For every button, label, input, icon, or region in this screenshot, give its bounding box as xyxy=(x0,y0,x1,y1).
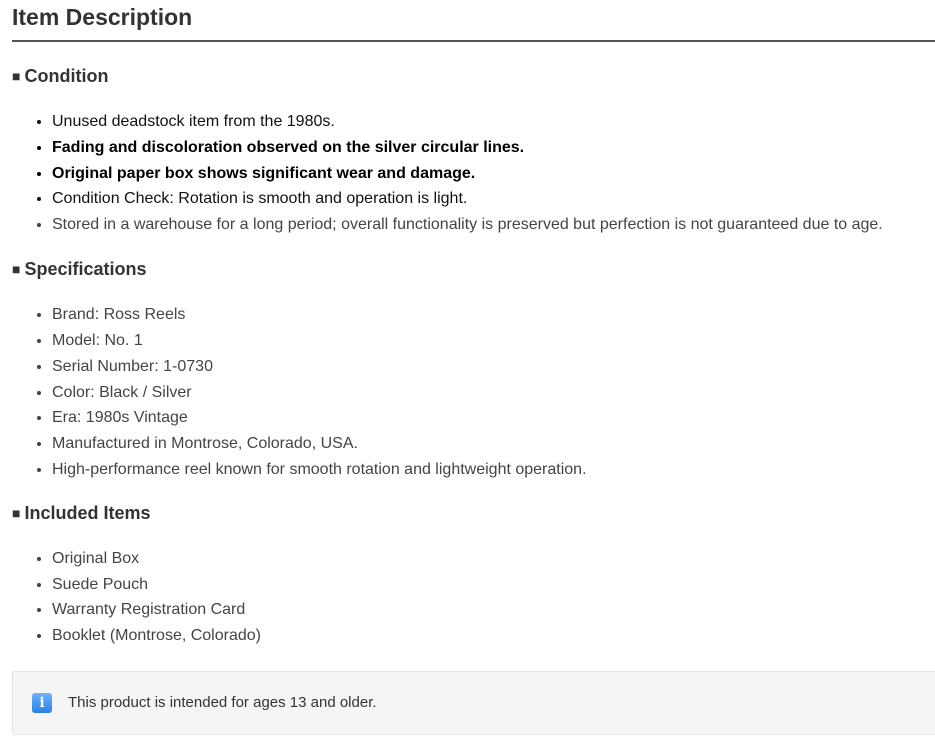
section-marker: ■ xyxy=(12,68,21,84)
section-marker: ■ xyxy=(12,261,21,278)
page-title: Item Description xyxy=(12,0,935,42)
list-item: • Suede Pouch xyxy=(52,575,935,594)
list-item: • Serial Number: 1-0730 xyxy=(52,357,935,376)
section-heading-condition xyxy=(12,65,935,87)
item-description-page xyxy=(12,0,935,711)
list-item: • Manufactured in Montrose, Colorado, USA. xyxy=(52,434,935,453)
list-item: • Original Box xyxy=(52,549,935,568)
list-item: • Original paper box shows significant wear and damage. xyxy=(52,164,935,183)
age-notice-text: This product is intended for ages 13 and older. xyxy=(68,694,377,711)
list-item: • Fading and discoloration observed on the silver circular lines. xyxy=(52,138,935,157)
specifications-list xyxy=(12,305,935,479)
section-marker: ■ xyxy=(12,504,21,521)
section-heading-specifications xyxy=(12,258,935,280)
list-item: • Brand: Ross Reels xyxy=(52,305,935,324)
age-notice-box xyxy=(12,671,935,735)
section-heading-label: Specifications xyxy=(24,259,147,280)
list-item: • Model: No. 1 xyxy=(52,331,935,350)
section-heading-label: Included Items xyxy=(24,502,151,523)
section-heading-label: Condition xyxy=(24,66,109,86)
list-item: • Era: 1980s Vintage xyxy=(52,408,935,427)
list-item: • Color: Black / Silver xyxy=(52,383,935,402)
list-item: • Warranty Registration Card xyxy=(52,600,935,619)
info-icon: i xyxy=(32,693,52,713)
condition-list xyxy=(12,112,935,234)
section-heading-included-items xyxy=(12,502,935,524)
list-item: • Condition Check: Rotation is smooth and operation is light. xyxy=(52,189,935,208)
included-items-list xyxy=(12,549,935,645)
list-item: • High-performance reel known for smooth rotation and lightweight operation. xyxy=(52,460,935,479)
list-item: • Booklet (Montrose, Colorado) xyxy=(52,626,935,645)
list-item: • Stored in a warehouse for a long period; overall functionality is preserved but perfection is not guaranteed due to age. xyxy=(52,215,935,234)
list-item: • Unused deadstock item from the 1980s. xyxy=(52,112,935,131)
